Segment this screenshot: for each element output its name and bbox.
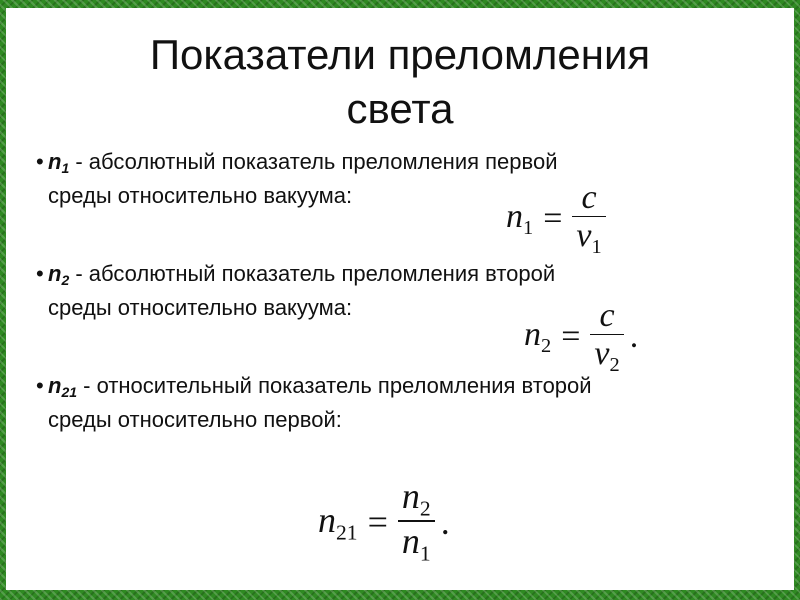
item-text: - абсолютный показатель преломления первой xyxy=(69,149,558,174)
formula-n21: $n_{21}$ = $\frac{n_2}{n_1}$ . xyxy=(318,476,450,566)
item-text-line2: среды относительно вакуума: xyxy=(48,295,353,320)
bullet: • xyxy=(36,373,44,398)
symbol-n21: $n_{21}$ xyxy=(48,373,78,400)
formula-n2: $n_2$ = $\frac{c}{v_2}$ . xyxy=(524,297,639,377)
slide-title: Показатели преломления света xyxy=(149,31,651,132)
bullet: • xyxy=(36,149,44,174)
fraction: $\frac{c}{v_2}$ xyxy=(590,298,623,377)
bullet: • xyxy=(36,261,44,286)
list-item-n2 xyxy=(36,260,776,321)
item-text-line2: среды относительно первой: xyxy=(48,407,342,432)
item-text-line2: среды относительно вакуума: xyxy=(48,183,353,208)
symbol-n2: $n_2$ xyxy=(48,261,70,288)
slide xyxy=(6,8,794,590)
item-text: - абсолютный показатель преломления второй xyxy=(69,261,556,286)
fraction: $\frac{n_2}{n_1}$ xyxy=(398,478,435,566)
formula-n1: $n_1$ = $\frac{c}{v_1}$ xyxy=(506,180,606,259)
list-item-n1 xyxy=(36,148,776,209)
symbol-n1: $n_1$ xyxy=(48,149,70,176)
list-item-n21 xyxy=(36,372,776,433)
item-text: - относительный показатель преломления второй xyxy=(77,373,592,398)
fraction: $\frac{c}{v_1}$ xyxy=(572,180,605,259)
